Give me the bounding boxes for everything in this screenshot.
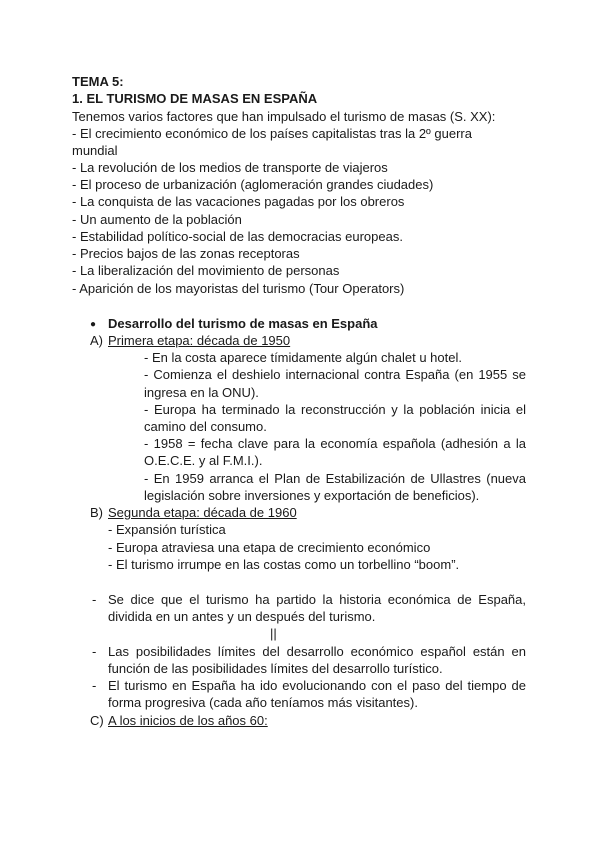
factor-item: - Precios bajos de las zonas receptoras (72, 246, 300, 261)
stage-a-line: ingresa en la ONU). (144, 385, 259, 400)
stage-a-line: - En 1959 arranca el Plan de Estabilización de Ullastres (nueva (144, 471, 526, 486)
dash-marker: - (92, 678, 97, 693)
stage-b-title: Segunda etapa: década de 1960 (108, 505, 297, 520)
stage-b-line: - El turismo irrumpe en las costas como un torbellino “boom”. (108, 557, 460, 572)
paragraph-line: función de las posibilidades límites del desarrollo turístico. (108, 661, 443, 676)
paragraph-line: Las posibilidades límites del desarrollo económico español están en (108, 644, 526, 659)
intro-text: Tenemos varios factores que han impulsado el turismo de masas (S. XX): (72, 109, 496, 124)
paragraph-line: dividida en un antes y un después del turismo. (108, 609, 376, 624)
bullet-icon: ● (90, 319, 97, 330)
stage-a-letter: A) (90, 333, 103, 348)
main-heading: 1. EL TURISMO DE MASAS EN ESPAÑA (72, 91, 318, 106)
factor-item: - El crecimiento económico de los países capitalistas tras la 2º guerra (72, 126, 472, 141)
factor-item-continued: mundial (72, 143, 118, 158)
factor-item: - La revolución de los medios de transporte de viajeros (72, 160, 388, 175)
tema-label: TEMA 5: (72, 74, 124, 89)
stage-a-line: - Europa ha terminado la reconstrucción y la población inicia el (144, 402, 526, 417)
stage-b-letter: B) (90, 505, 103, 520)
stage-a-line: - En la costa aparece tímidamente algún chalet u hotel. (144, 350, 462, 365)
dash-marker: - (92, 644, 97, 659)
stage-a-line: - Comienza el deshielo internacional contra España (en 1955 se (144, 367, 526, 382)
paragraph-line: Se dice que el turismo ha partido la historia económica de España, (108, 592, 526, 607)
stage-b-line: - Europa atraviesa una etapa de crecimiento económico (108, 540, 431, 555)
factor-item: - La conquista de las vacaciones pagadas por los obreros (72, 194, 405, 209)
factor-item: - Estabilidad político-social de las democracias europeas. (72, 229, 403, 244)
equals-mark: || (270, 626, 277, 641)
paragraph-line: forma progresiva (cada año teníamos más visitantes). (108, 695, 418, 710)
factor-item: - La liberalización del movimiento de personas (72, 263, 340, 278)
stage-a-line: O.E.C.E. y al F.M.I.). (144, 453, 263, 468)
paragraph-line: El turismo en España ha ido evolucionando con el paso del tiempo de (108, 678, 526, 693)
factor-item: - El proceso de urbanización (aglomeración grandes ciudades) (72, 177, 434, 192)
stage-a-line: legislación sobre inversiones y exportación de beneficios). (144, 488, 480, 503)
stage-c-title: A los inicios de los años 60: (108, 713, 268, 728)
section-title: Desarrollo del turismo de masas en España (108, 316, 378, 331)
stage-a-line: camino del consumo. (144, 419, 267, 434)
stage-a-title: Primera etapa: década de 1950 (108, 333, 291, 348)
stage-a-line: - 1958 = fecha clave para la economía española (adhesión a la (144, 436, 526, 451)
stage-b-line: - Expansión turística (108, 522, 226, 537)
dash-marker: - (92, 592, 97, 607)
factor-item: - Un aumento de la población (72, 212, 242, 227)
stage-c-letter: C) (90, 713, 104, 728)
factor-item: - Aparición de los mayoristas del turismo (Tour Operators) (72, 281, 405, 296)
